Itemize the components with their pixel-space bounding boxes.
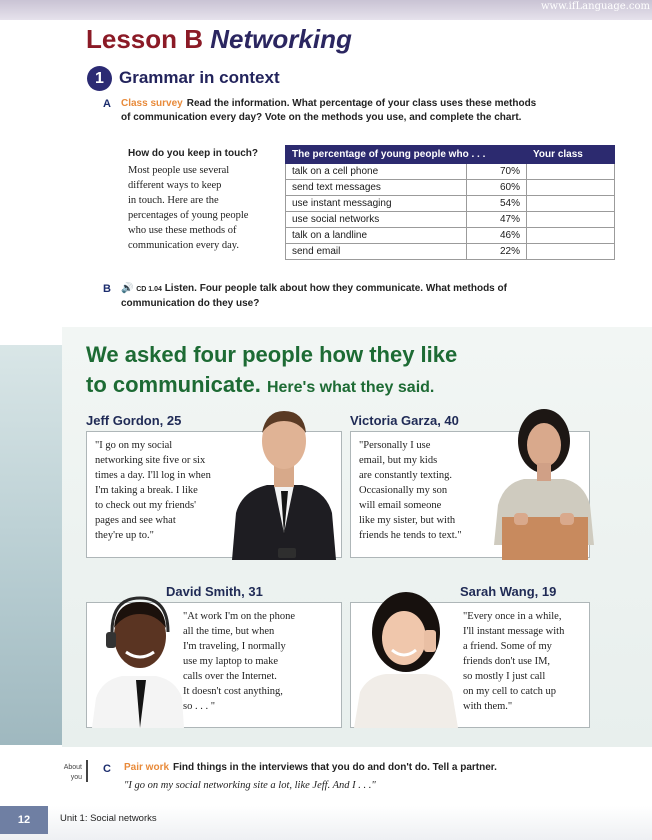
method-cell: talk on a cell phone (286, 164, 467, 180)
lesson-topic: Networking (210, 24, 352, 54)
headline-line-2: to communicate. (86, 372, 261, 397)
headline-line-1: We asked four people how they like (86, 342, 458, 367)
interview-headline (86, 340, 457, 403)
quote-line: I'll instant message with (463, 626, 565, 637)
person-name: Jeff Gordon, 25 (86, 413, 182, 428)
page-number: 12 (0, 806, 48, 834)
survey-question: How do you keep in touch? (128, 148, 258, 159)
survey-info-line: communication every day. (128, 240, 239, 251)
table-row (286, 164, 615, 180)
quote-line: use my laptop to make (183, 656, 279, 667)
quote-line: to check out my friends' (95, 500, 197, 511)
your-class-cell[interactable] (527, 164, 615, 180)
your-class-cell[interactable] (527, 228, 615, 244)
your-class-cell[interactable] (527, 196, 615, 212)
chart-header-main: The percentage of young people who . . . (286, 146, 527, 164)
quote-line: so . . . " (183, 701, 215, 712)
method-cell: send text messages (286, 180, 467, 196)
you-label: you (70, 774, 82, 781)
quote-line: It doesn't cost anything, (183, 686, 283, 697)
survey-chart (285, 145, 615, 260)
portrait-jeff (222, 403, 344, 560)
part-b-letter: B (103, 283, 111, 295)
part-a-text-1: Read the information. What percentage of your class uses these methods (186, 98, 537, 109)
quote-line: all the time, but when (183, 626, 275, 637)
part-c-letter: C (103, 763, 111, 775)
quote-line: calls over the Internet. (183, 671, 277, 682)
part-c-lead: Pair work (124, 762, 170, 773)
part-c-text: Find things in the interviews that you do and don't do. Tell a partner. (173, 762, 497, 773)
table-row (286, 244, 615, 260)
survey-info-line: Most people use several (128, 165, 230, 176)
portrait-sarah (354, 582, 458, 728)
part-a-letter: A (103, 98, 111, 110)
quote-line: Occasionally my son (359, 485, 448, 496)
quote-line: "Every once in a while, (463, 611, 562, 622)
person-name: Sarah Wang, 19 (460, 584, 557, 599)
cd-track: CD 1.04 (136, 286, 162, 293)
survey-info-line: percentages of young people (128, 210, 249, 221)
section-title: Grammar in context (119, 68, 280, 87)
quote-line: a friend. Some of my (463, 641, 552, 652)
part-a-lead: Class survey (121, 98, 183, 109)
survey-info-line: in touch. Here are the (128, 195, 219, 206)
about-you-divider (86, 760, 88, 782)
percent-cell: 54% (467, 196, 527, 212)
quote-line: so mostly I just call (463, 671, 546, 682)
percent-cell: 70% (467, 164, 527, 180)
quote-line: will email someone (359, 500, 442, 511)
lesson-label: Lesson B (86, 24, 204, 54)
quote-line: "I go on my social (95, 440, 173, 451)
quote-line: networking site five or six (95, 455, 206, 466)
quote-line: times a day. I'll log in when (95, 470, 211, 481)
percent-cell: 47% (467, 212, 527, 228)
quote-line: friends don't use IM, (463, 656, 551, 667)
your-class-cell[interactable] (527, 244, 615, 260)
method-cell: use instant messaging (286, 196, 467, 212)
part-a-instructions (121, 97, 601, 125)
table-row (286, 228, 615, 244)
section-number-badge: 1 (87, 66, 112, 91)
method-cell: talk on a landline (286, 228, 467, 244)
quote-line: pages and see what (95, 515, 176, 526)
top-banner (0, 0, 652, 20)
method-cell: send email (286, 244, 467, 260)
your-class-cell[interactable] (527, 180, 615, 196)
survey-info-line: who use these methods of (128, 225, 237, 236)
percent-cell: 60% (467, 180, 527, 196)
quote-line: friends he tends to text." (359, 530, 462, 541)
quote-line: on my cell to catch up (463, 686, 557, 697)
quote-line: like my sister, but with (359, 515, 456, 526)
part-c-example: "I go on my social networking site a lot, like Jeff. And I . . ." (124, 780, 376, 791)
unit-label: Unit 1: Social networks (60, 813, 157, 824)
headline-sub: Here's what they said. (266, 379, 435, 396)
left-decoration (0, 345, 62, 745)
chart-header-class: Your class (527, 146, 615, 164)
lesson-title (86, 24, 352, 55)
quote-line: they're up to." (95, 530, 154, 541)
method-cell: use social networks (286, 212, 467, 228)
quote-line: "At work I'm on the phone (183, 611, 296, 622)
part-a-text-2: of communication every day? Vote on the methods you use, and complete the chart. (121, 112, 522, 123)
quote-line: are constantly texting. (359, 470, 453, 481)
part-b-text-2: communication do they use? (121, 298, 260, 309)
about-label: About (63, 764, 82, 771)
part-b-text-1: Listen. Four people talk about how they communicate. What methods of (164, 283, 507, 294)
quote-line: email, but my kids (359, 455, 438, 466)
watermark: www.ifLanguage.com (540, 1, 650, 12)
percent-cell: 46% (467, 228, 527, 244)
quote-line: I'm taking a break. I like (95, 485, 198, 496)
part-b-instructions (121, 282, 601, 311)
your-class-cell[interactable] (527, 212, 615, 228)
person-name: Victoria Garza, 40 (350, 413, 459, 428)
survey-info-line: different ways to keep (128, 180, 222, 191)
table-row (286, 212, 615, 228)
audio-speaker-icon[interactable]: 🔊 (121, 283, 134, 294)
portrait-david (92, 588, 184, 728)
table-row (286, 196, 615, 212)
quote-line: with them." (463, 701, 513, 712)
survey-info (128, 146, 280, 253)
quote-line: "Personally I use (359, 440, 431, 451)
portrait-victoria (494, 405, 594, 560)
percent-cell: 22% (467, 244, 527, 260)
part-c-instructions (124, 761, 604, 775)
quote-line: I'm traveling, I normally (183, 641, 286, 652)
table-row (286, 180, 615, 196)
about-you-label (52, 763, 82, 783)
person-name: David Smith, 31 (166, 584, 263, 599)
